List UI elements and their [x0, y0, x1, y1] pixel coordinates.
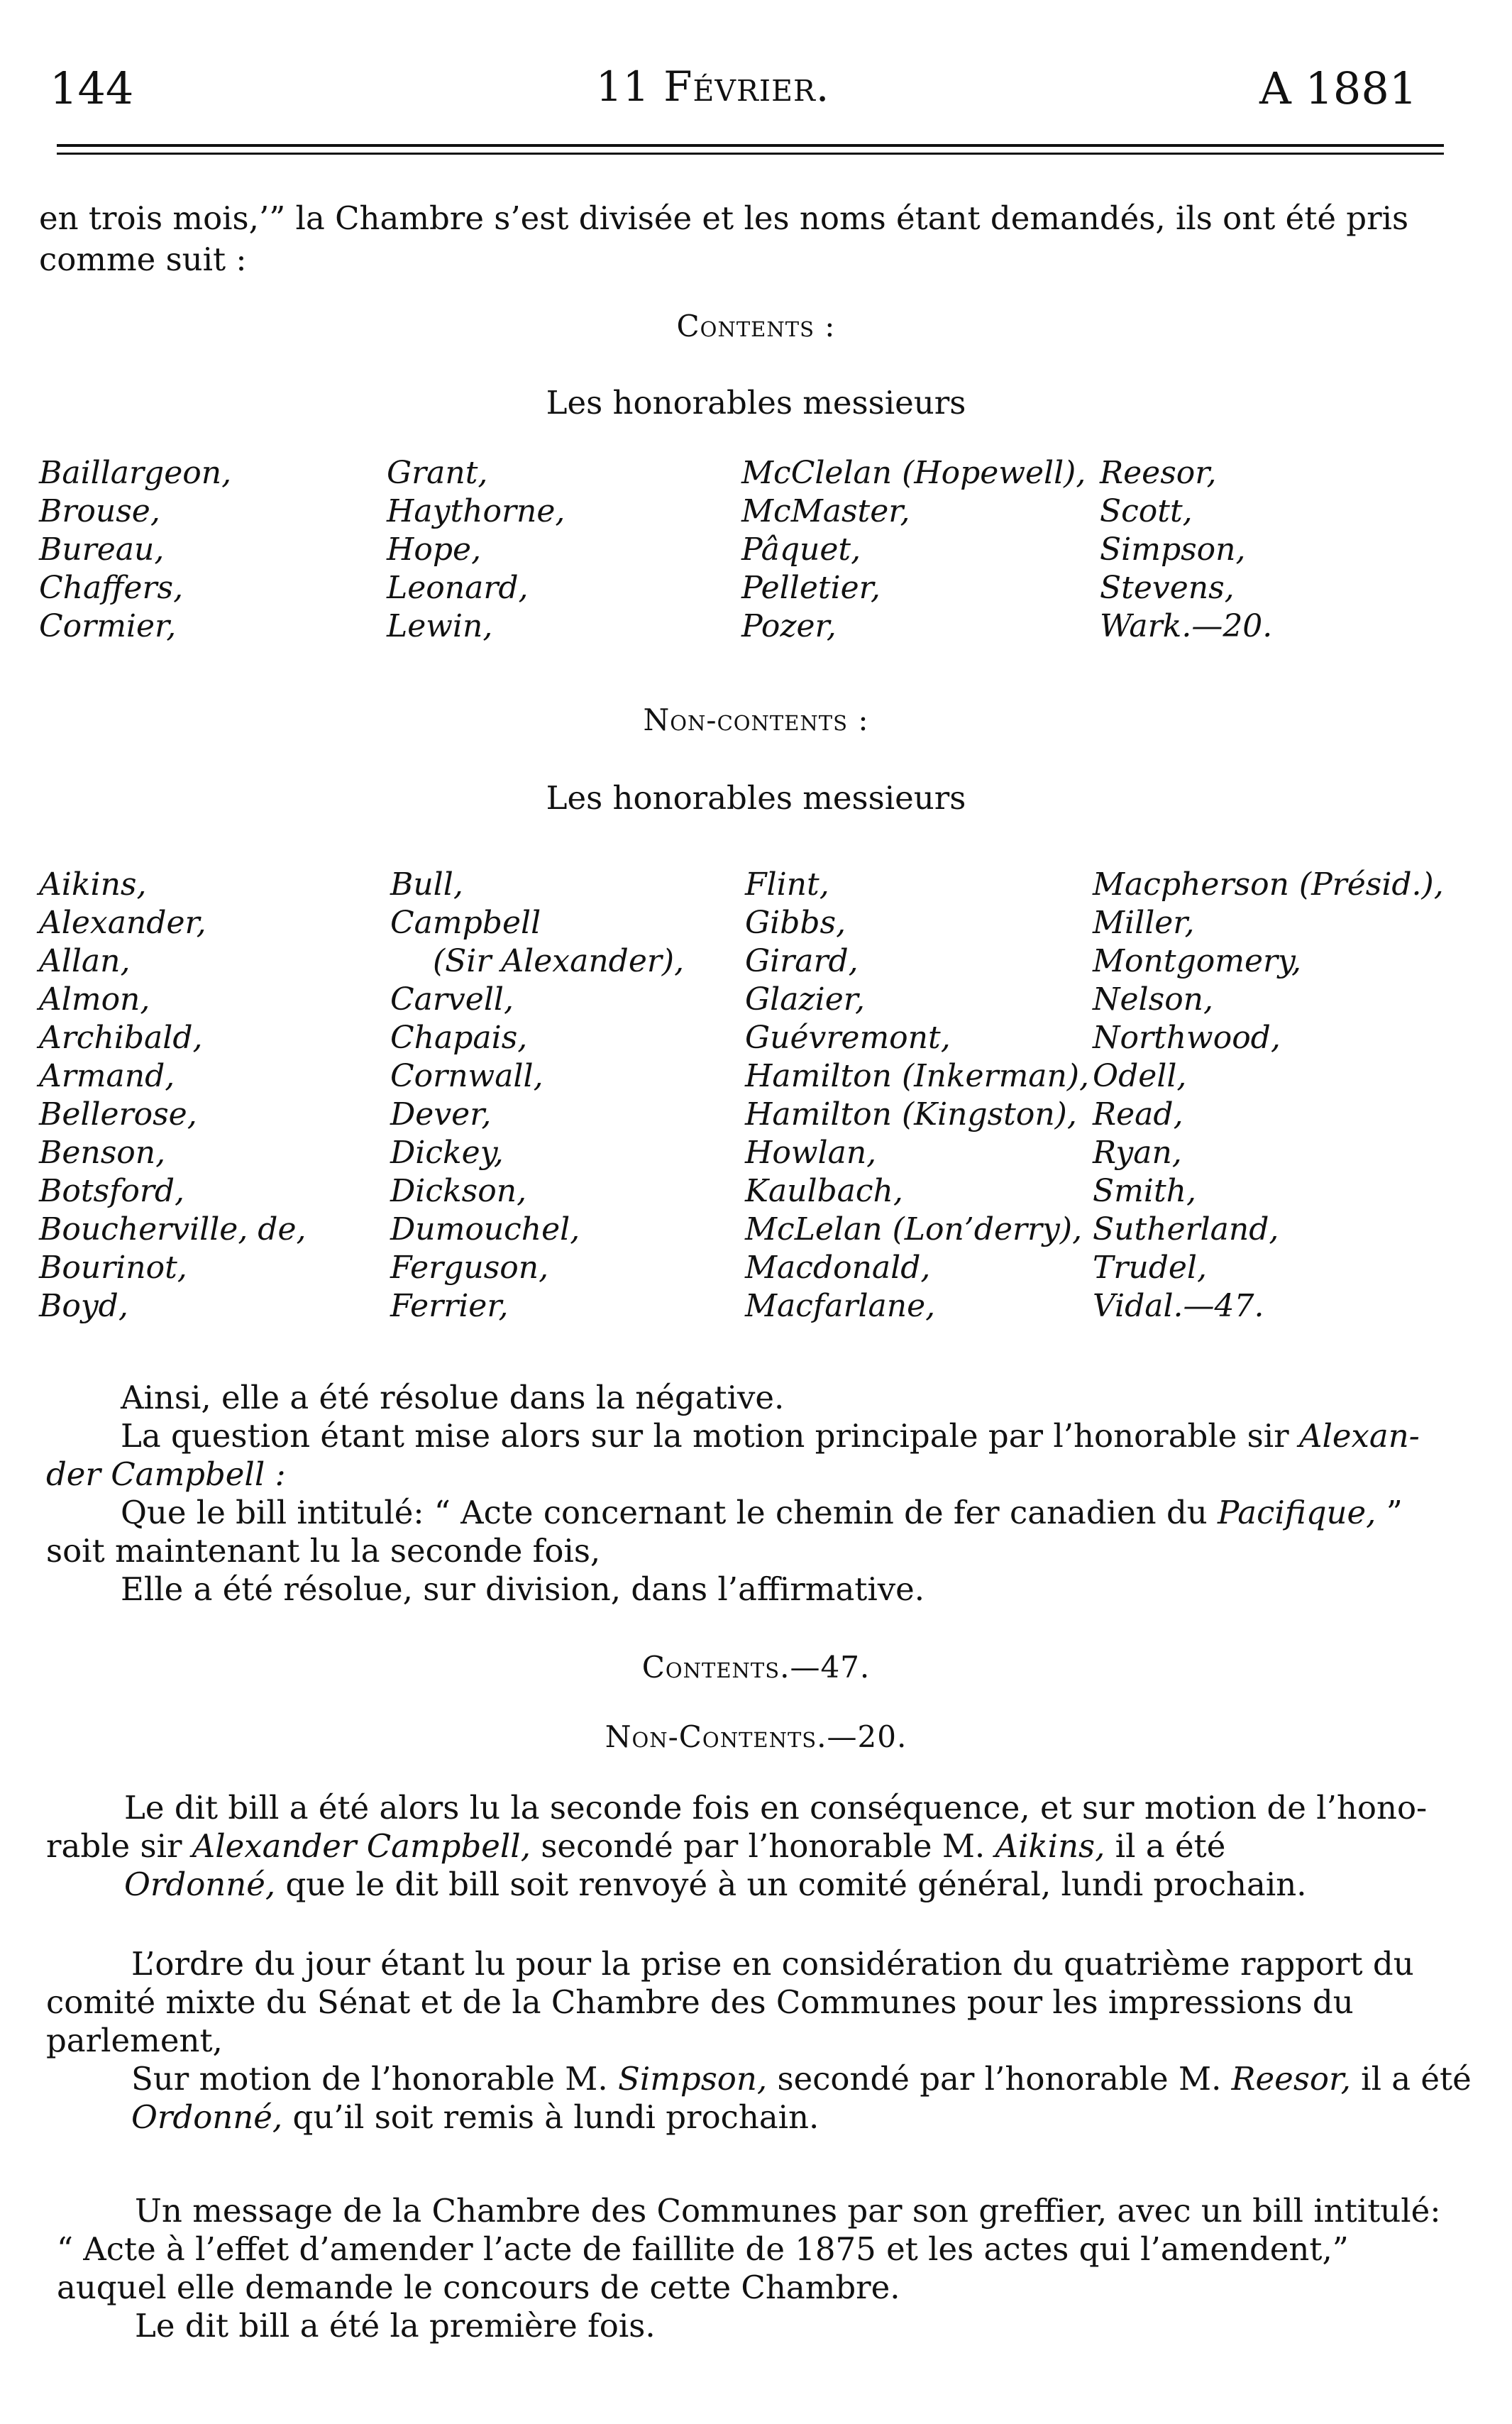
para1-line-1: Ainsi, elle a été résolue dans la négative.: [121, 1379, 785, 1416]
name-entry: (Sir Alexander),: [433, 943, 685, 979]
name-entry: Benson,: [39, 1135, 166, 1171]
contents-column-1: [39, 454, 231, 646]
name-entry: Kaulbach,: [745, 1173, 903, 1209]
name-entry: Pelletier,: [741, 570, 881, 606]
name-entry: Allan,: [39, 943, 131, 979]
name-entry: Carvell,: [390, 981, 514, 1018]
non-contents-column-2: [390, 866, 684, 1326]
name-entry: Reesor,: [1100, 455, 1217, 491]
name-entry: Glazier,: [745, 981, 865, 1018]
name-entry: Scott,: [1100, 493, 1193, 529]
name-entry: Hope,: [387, 531, 482, 568]
name-entry: Bourinot,: [39, 1250, 187, 1286]
name-entry: Howlan,: [745, 1135, 877, 1171]
name-entry: Grant,: [387, 455, 488, 491]
name-entry: Dickey,: [390, 1135, 504, 1171]
contents-subheading: Les honorables messieurs: [546, 384, 966, 422]
name-entry: Sutherland,: [1093, 1211, 1279, 1247]
name-entry: Chaffers,: [39, 570, 184, 606]
name-entry: Smith,: [1093, 1173, 1196, 1209]
para1-line-2: La question étant mise alors sur la motion principale par l’honorable sir Alexan-: [121, 1417, 1420, 1455]
name-entry: Montgomery,: [1093, 943, 1302, 979]
name-entry: Simpson,: [1100, 531, 1246, 568]
name-entry: Stevens,: [1100, 570, 1235, 606]
name-entry: Archibald,: [39, 1020, 203, 1056]
name-entry: Haythorne,: [387, 493, 565, 529]
page-year: A 1881: [1259, 62, 1418, 114]
name-entry: Baillargeon,: [39, 455, 232, 491]
name-entry: Girard,: [745, 943, 859, 979]
name-entry: Macpherson (Présid.),: [1093, 866, 1444, 903]
name-entry: Macfarlane,: [745, 1288, 936, 1324]
para3-line-1: L’ordre du jour étant lu pour la prise en considération du quatrième rapport du: [131, 1945, 1414, 1983]
page-number: 144: [50, 62, 134, 114]
name-entry: Nelson,: [1093, 981, 1214, 1018]
header-rule-bottom: [57, 153, 1444, 155]
name-entry: Ferrier,: [390, 1288, 509, 1324]
name-entry: Lewin,: [387, 608, 493, 644]
para2-line-2: rable sir Alexander Campbell, secondé par l’honorable M. Aikins, il a été: [46, 1827, 1226, 1865]
para4-line-4: Le dit bill a été la première fois.: [135, 2307, 656, 2345]
contents-column-4: [1100, 454, 1272, 646]
intro-line-1: en trois mois,’” la Chambre s’est divisée et les noms étant demandés, ils ont été pris: [39, 199, 1409, 237]
para1-line-5: soit maintenant lu la seconde fois,: [46, 1532, 601, 1570]
name-entry: Trudel,: [1093, 1250, 1207, 1286]
name-entry: McLelan (Lon’derry),: [745, 1211, 1083, 1247]
name-entry: Bellerose,: [39, 1096, 197, 1133]
name-entry: Vidal.—47.: [1093, 1288, 1264, 1324]
name-entry: Read,: [1093, 1096, 1183, 1133]
contents-tally: Contents.—47.: [641, 1650, 871, 1685]
name-entry: Guévremont,: [745, 1020, 951, 1056]
para4-line-1: Un message de la Chambre des Communes par son greffier, avec un bill intitulé:: [135, 2192, 1441, 2230]
contents-column-2: [387, 454, 565, 646]
page-date: 11 Février.: [596, 62, 830, 111]
header-rule-top: [57, 144, 1444, 147]
contents-heading: Contents :: [676, 309, 836, 343]
name-entry: Bull,: [390, 866, 463, 903]
para2-line-3: Ordonné, que le dit bill soit renvoyé à un comité général, lundi prochain.: [124, 1866, 1307, 1903]
name-entry: McMaster,: [741, 493, 910, 529]
name-entry: Chapais,: [390, 1020, 528, 1056]
para3-line-4: Sur motion de l’honorable M. Simpson, secondé par l’honorable M. Reesor, il a été: [131, 2060, 1472, 2098]
name-entry: Pâquet,: [741, 531, 861, 568]
name-entry: Odell,: [1093, 1058, 1187, 1094]
name-entry: Almon,: [39, 981, 150, 1018]
name-entry: Ryan,: [1093, 1135, 1182, 1171]
name-entry: Wark.—20.: [1100, 608, 1273, 644]
non-contents-tally: Non-Contents.—20.: [605, 1719, 907, 1754]
name-entry: Dickson,: [390, 1173, 527, 1209]
name-entry: Cormier,: [39, 608, 177, 644]
para3-line-2: comité mixte du Sénat et de la Chambre des Communes pour les impressions du: [46, 1983, 1354, 2021]
non-contents-subheading: Les honorables messieurs: [546, 779, 966, 817]
non-contents-column-4: [1093, 866, 1444, 1326]
name-entry: Dumouchel,: [390, 1211, 580, 1247]
name-entry: Northwood,: [1093, 1020, 1281, 1056]
name-entry: Flint,: [745, 866, 829, 903]
name-entry: Pozer,: [741, 608, 837, 644]
name-entry: Alexander,: [39, 905, 206, 941]
name-entry: Boyd,: [39, 1288, 128, 1324]
name-entry: Brouse,: [39, 493, 160, 529]
name-entry: Dever,: [390, 1096, 492, 1133]
para3-line-3: parlement,: [46, 2022, 223, 2059]
non-contents-heading: Non-contents :: [643, 703, 869, 737]
name-entry: Cornwall,: [390, 1058, 543, 1094]
contents-column-3: [741, 454, 1086, 646]
non-contents-column-3: [745, 866, 1089, 1326]
para4-line-2: “ Acte à l’effet d’amender l’acte de faillite de 1875 et les actes qui l’amendent,”: [57, 2230, 1349, 2268]
name-entry: Hamilton (Kingston),: [745, 1096, 1077, 1133]
para1-line-3: der Campbell :: [46, 1455, 286, 1493]
para3-line-5: Ordonné, qu’il soit remis à lundi prochain.: [131, 2098, 820, 2136]
name-entry: Hamilton (Inkerman),: [745, 1058, 1090, 1094]
name-entry: McClelan (Hopewell),: [741, 455, 1086, 491]
para1-line-6: Elle a été résolue, sur division, dans l’affirmative.: [121, 1570, 925, 1608]
name-entry: Campbell: [390, 905, 541, 941]
intro-line-2: comme suit :: [39, 241, 247, 278]
para4-line-3: auquel elle demande le concours de cette Chambre.: [57, 2269, 900, 2306]
name-entry: Botsford,: [39, 1173, 185, 1209]
name-entry: Boucherville, de,: [39, 1211, 307, 1247]
para2-line-1: Le dit bill a été alors lu la seconde fois en conséquence, et sur motion de l’hono-: [124, 1789, 1428, 1827]
name-entry: Aikins,: [39, 866, 147, 903]
name-entry: Ferguson,: [390, 1250, 549, 1286]
name-entry: Armand,: [39, 1058, 175, 1094]
name-entry: Leonard,: [387, 570, 529, 606]
name-entry: Miller,: [1093, 905, 1195, 941]
name-entry: Macdonald,: [745, 1250, 931, 1286]
non-contents-column-1: [39, 866, 307, 1326]
name-entry: Bureau,: [39, 531, 165, 568]
para1-line-4: Que le bill intitulé: “ Acte concernant le chemin de fer canadien du Pacifique, ”: [121, 1494, 1403, 1531]
name-entry: Gibbs,: [745, 905, 846, 941]
